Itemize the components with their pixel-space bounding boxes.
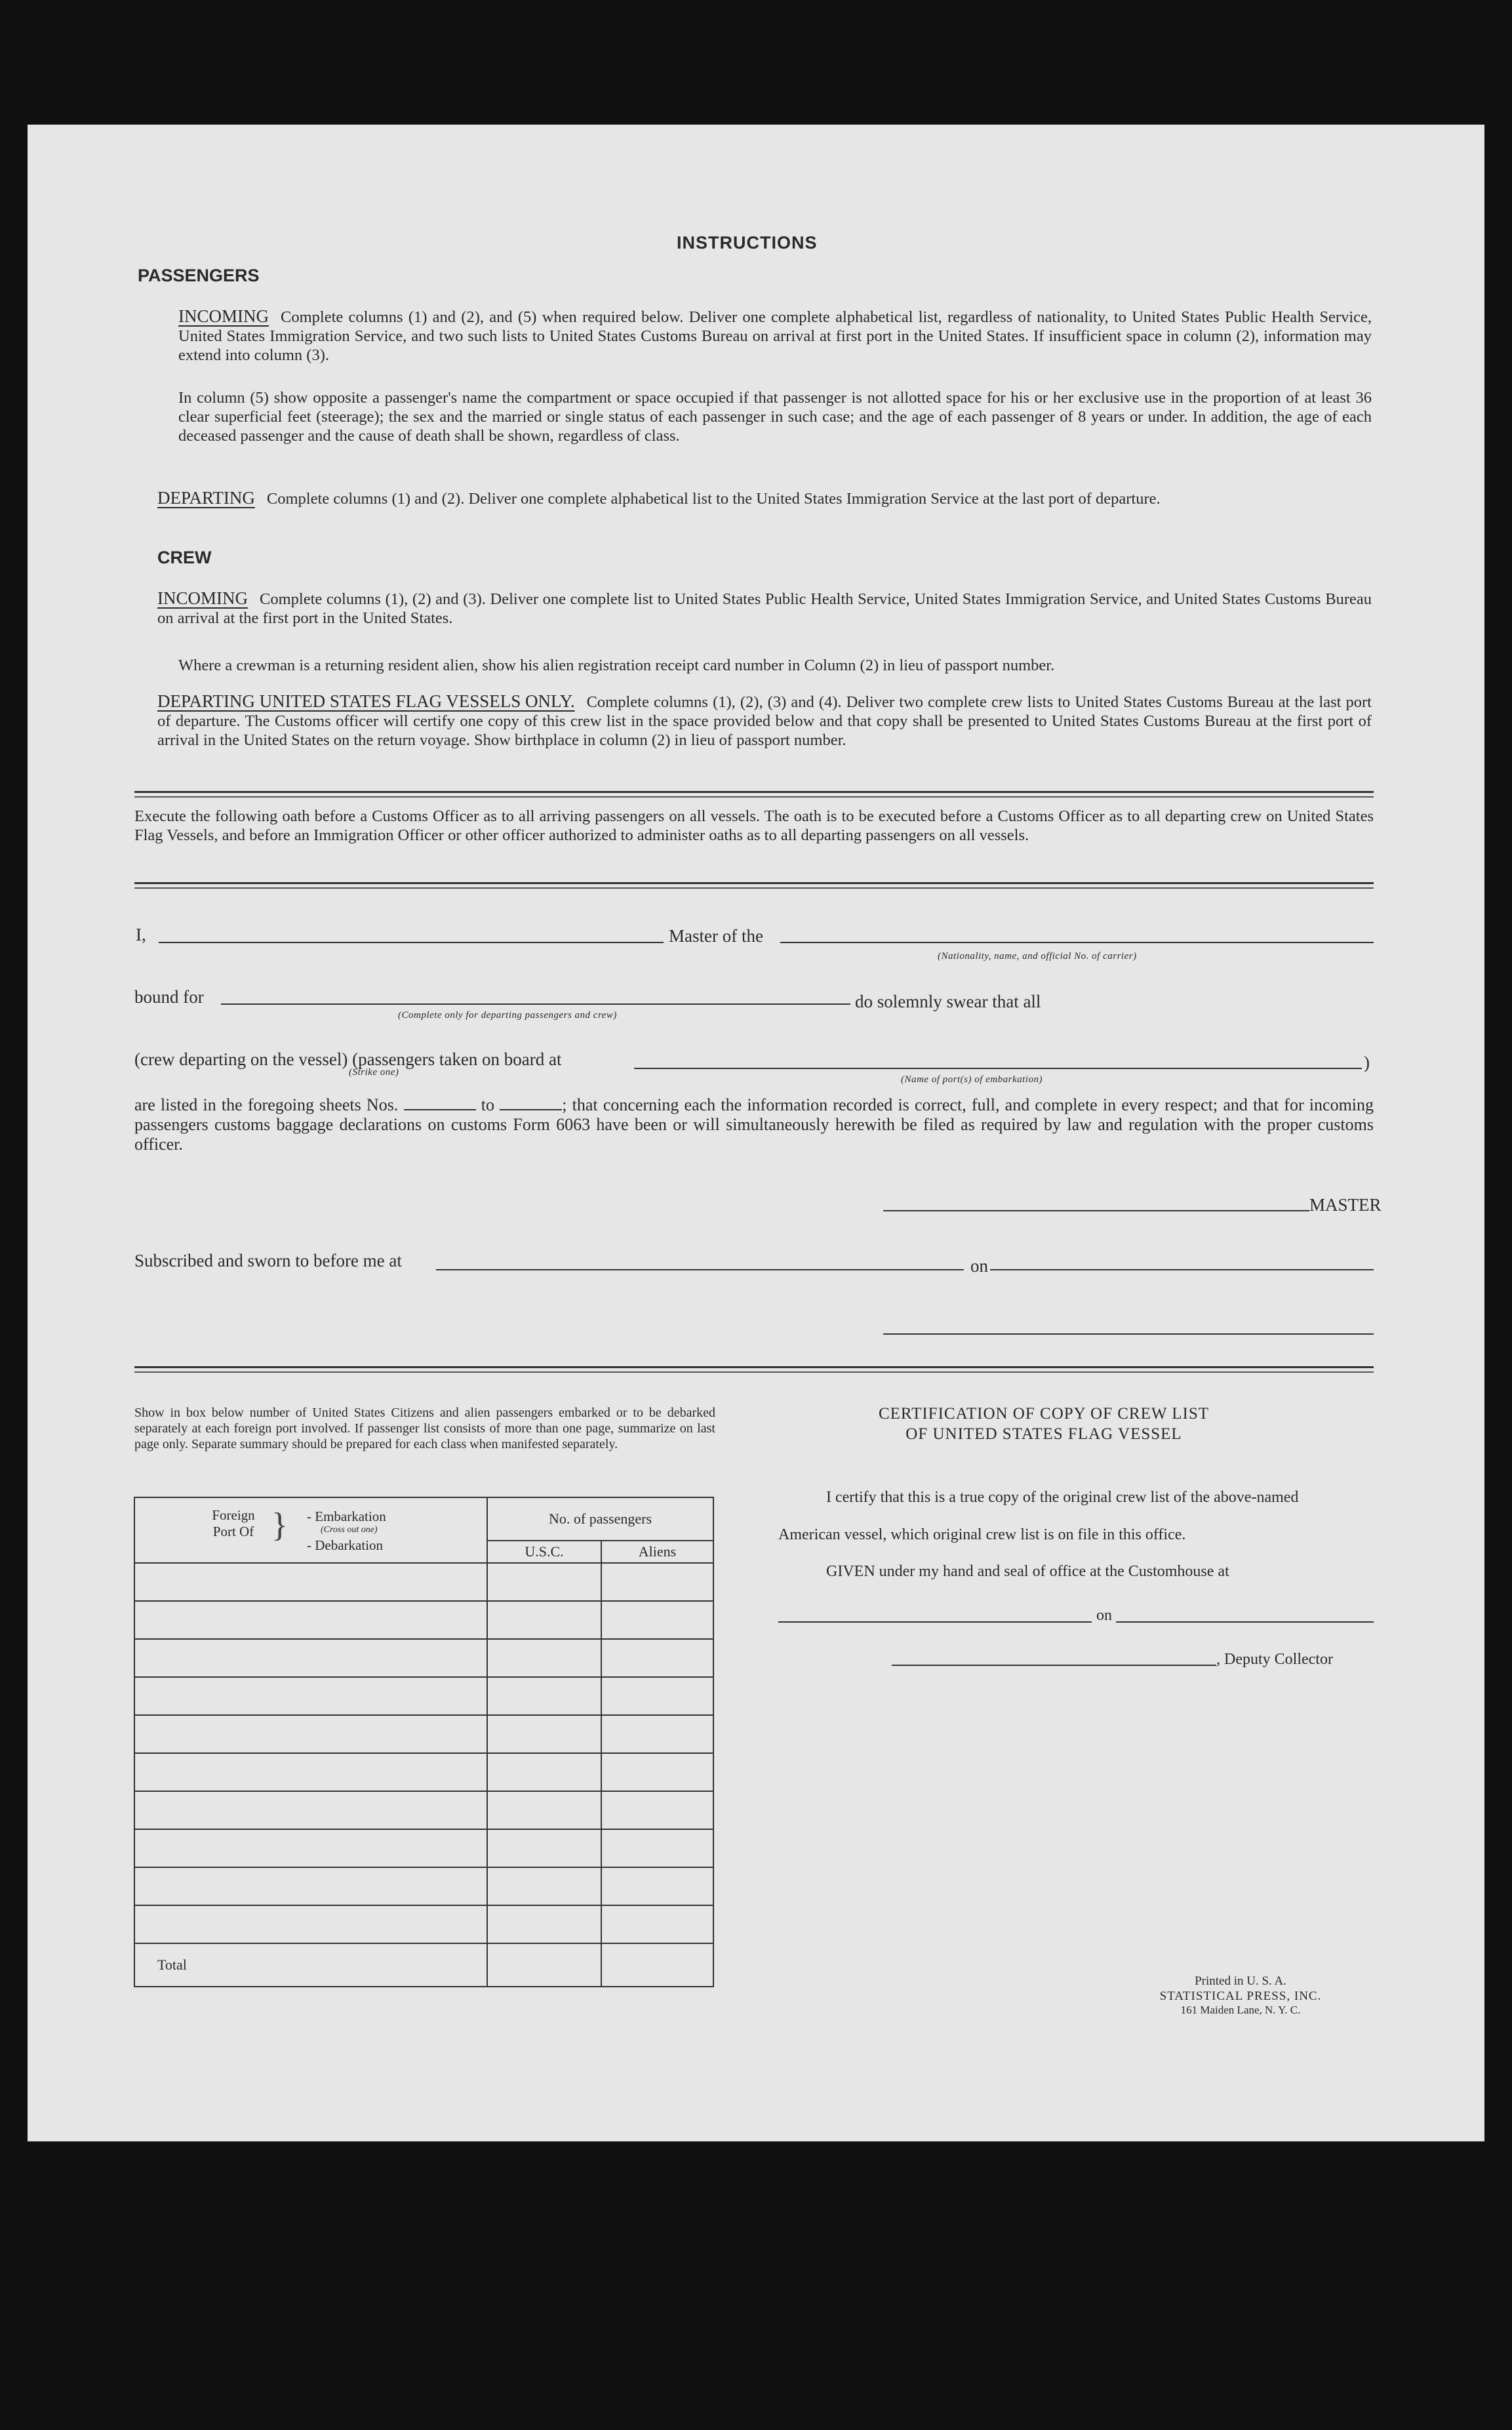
- master-of-label: Master of the: [669, 926, 763, 946]
- foreign-port-of: Foreign Port Of: [212, 1507, 255, 1539]
- passengers-heading: PASSENGERS: [138, 266, 260, 285]
- total-label: Total: [134, 1943, 487, 1987]
- swear-label: do solemnly swear that all: [855, 992, 1041, 1011]
- crew-incoming-text: Complete columns (1), (2) and (3). Deliver one complete list to United States Public Health Service, United States Immigration Service, and United States Customs Bureau on arrival at the first port in the United States.: [157, 590, 1372, 627]
- table-row[interactable]: [134, 1791, 713, 1829]
- crew-incoming: [157, 589, 1372, 628]
- table-row[interactable]: [134, 1601, 713, 1639]
- listed-a: are listed in the foregoing sheets Nos.: [134, 1095, 399, 1114]
- table-row[interactable]: [134, 1677, 713, 1715]
- deputy-signature-field[interactable]: [892, 1665, 1216, 1666]
- i-label: I,: [136, 925, 146, 944]
- sheet-from-field[interactable]: [404, 1109, 476, 1110]
- summary-note: Show in box below number of United States Citizens and alien passengers embarked or to be debarked separately at each foreign port involved. If passenger list consists of more than one page, summarize on last page only. Separate summary should be prepared for each class when manifested separately.: [134, 1406, 715, 1451]
- port-header-cell: [134, 1497, 487, 1563]
- embarkation-label: - Embarkation: [307, 1509, 386, 1524]
- certification-line-2: American vessel, which original crew list is on file in this office.: [778, 1526, 1186, 1543]
- sheet-to-field[interactable]: [500, 1109, 562, 1110]
- carrier-field[interactable]: [780, 942, 1374, 943]
- table-row[interactable]: [134, 1639, 713, 1677]
- passengers-incoming-text: Complete columns (1) and (2), and (5) when required below. Deliver one complete alphabetical list, regardless of nationality, to United States Public Health Service, United States Immigration Service, and two such lists to United States Customs Bureau on arrival at first port in the United States. If insufficient space in column (2), information may extend into column (3).: [178, 308, 1372, 364]
- listed-b: ; that concerning each the information recorded is correct, full, and complete in every respect; and that for incoming passengers customs baggage declarations on customs Form 6063 have been or will simultaneously herewith be filed as required by law and regulation with the proper customs officer.: [134, 1095, 1374, 1154]
- passenger-summary-table: [134, 1497, 714, 1987]
- divider: [134, 1366, 1374, 1373]
- printer-line-3: 161 Maiden Lane, N. Y. C.: [1180, 2004, 1301, 2016]
- passengers-departing: [157, 489, 1372, 508]
- port-hint: (Name of port(s) of embarkation): [901, 1074, 1043, 1085]
- page-title: INSTRUCTIONS: [677, 233, 818, 253]
- bound-for-label: bound for: [134, 987, 204, 1007]
- printer-line-2: STATISTICAL PRESS, INC.: [1159, 1989, 1322, 2003]
- incoming-label: INCOMING: [178, 306, 269, 326]
- table-row[interactable]: [134, 1905, 713, 1943]
- sworn-date-field[interactable]: [990, 1269, 1374, 1270]
- column5-text: In column (5) show opposite a passenger's name the compartment or space occupied if that passenger is not allotted space for his or her exclusive use in the proportion of at least 36 clear superficial feet (steerage); the sex and the married or single status of each passenger in such case; and the age of each passenger of 8 years or under. In addition, the age of each deceased passenger and the cause of death shall be shown, regardless of class.: [178, 389, 1372, 445]
- total-row[interactable]: [134, 1943, 713, 1987]
- listed-to: to: [481, 1095, 494, 1114]
- table-row[interactable]: [134, 1715, 713, 1753]
- cert-on-label: on: [1096, 1607, 1112, 1624]
- sworn-place-field[interactable]: [436, 1269, 964, 1270]
- flag-vessels-label: DEPARTING UNITED STATES FLAG VESSELS ONLY.: [157, 691, 575, 711]
- divider: [134, 882, 1374, 889]
- master-label: MASTER: [1309, 1195, 1382, 1215]
- printer-line-1: Printed in U. S. A.: [1195, 1974, 1286, 1988]
- passengers-departing-text: Complete columns (1) and (2). Deliver one complete alphabetical list to the United States Immigration Service at the last port of departure.: [266, 490, 1161, 508]
- crew-flag-vessels: [157, 692, 1372, 750]
- crew-flag-text: Complete columns (1), (2), (3) and (4). Deliver two complete crew lists to United States Customs Bureau at the last port of departure. The Customs officer will certify one copy of this crew list in the space provided below and that copy shall be presented to United States Customs Bureau at the first port of arrival in the United States on the return voyage. Show birthplace in column (2) in lieu of passport number.: [157, 693, 1372, 749]
- crew-heading: CREW: [157, 548, 212, 567]
- table-header-row: [134, 1497, 713, 1541]
- officer-signature-field[interactable]: [883, 1333, 1374, 1335]
- departing-label: DEPARTING: [157, 488, 255, 508]
- usc-header: U.S.C.: [487, 1541, 601, 1563]
- table-row[interactable]: [134, 1867, 713, 1905]
- master-name-field[interactable]: [159, 942, 664, 943]
- close-paren: ): [1364, 1053, 1370, 1072]
- crew-resident: Where a crewman is a returning resident alien, show his alien registration receipt card number in Column (2) in lieu of passport number.: [178, 657, 1055, 674]
- certification-title-1: CERTIFICATION OF COPY OF CREW LIST: [878, 1405, 1210, 1423]
- customhouse-field[interactable]: [778, 1621, 1092, 1623]
- oath-intro: Execute the following oath before a Customs Officer as to all arriving passengers on all vessels. The oath is to be executed before a Customs Officer as to all departing crew on United States Flag Vessels, and before an Immigration Officer or other officer authorized to administer oaths as to all departing passengers on all vessels.: [134, 807, 1374, 844]
- divider: [134, 791, 1374, 798]
- crew-departing-label: (crew departing on the vessel) (passengers taken on board at: [134, 1049, 562, 1069]
- on-label: on: [970, 1256, 988, 1276]
- subscribed-label: Subscribed and sworn to before me at: [134, 1251, 402, 1270]
- passengers-column5: [178, 388, 1372, 445]
- master-signature-field[interactable]: [883, 1210, 1309, 1211]
- embarkation-port-field[interactable]: [634, 1068, 1362, 1069]
- listed-statement: [134, 1095, 1374, 1154]
- aliens-header: Aliens: [601, 1541, 713, 1563]
- carrier-hint: (Nationality, name, and official No. of carrier): [938, 951, 1137, 962]
- strike-hint: (Strike one): [349, 1067, 399, 1078]
- cross-out-hint: (Cross out one): [321, 1525, 378, 1535]
- table-row[interactable]: [134, 1829, 713, 1867]
- certification-title-2: OF UNITED STATES FLAG VESSEL: [905, 1425, 1182, 1443]
- bound-for-field[interactable]: [221, 1003, 850, 1005]
- certification-line-3: GIVEN under my hand and seal of office at the Customhouse at: [826, 1563, 1229, 1580]
- table-row[interactable]: [134, 1753, 713, 1791]
- no-passengers-header: No. of passengers: [487, 1497, 713, 1541]
- certification-line-1: I certify that this is a true copy of the original crew list of the above-named: [826, 1489, 1299, 1506]
- cert-date-field[interactable]: [1116, 1621, 1374, 1623]
- passengers-incoming: [178, 307, 1372, 365]
- form-page: [28, 125, 1484, 2141]
- bound-hint: (Complete only for departing passengers and crew): [398, 1010, 617, 1021]
- deputy-collector-label: , Deputy Collector: [1216, 1651, 1333, 1668]
- brace-icon: }: [271, 1507, 288, 1544]
- crew-incoming-label: INCOMING: [157, 588, 248, 608]
- debarkation-label: - Debarkation: [307, 1537, 384, 1553]
- table-row[interactable]: [134, 1563, 713, 1601]
